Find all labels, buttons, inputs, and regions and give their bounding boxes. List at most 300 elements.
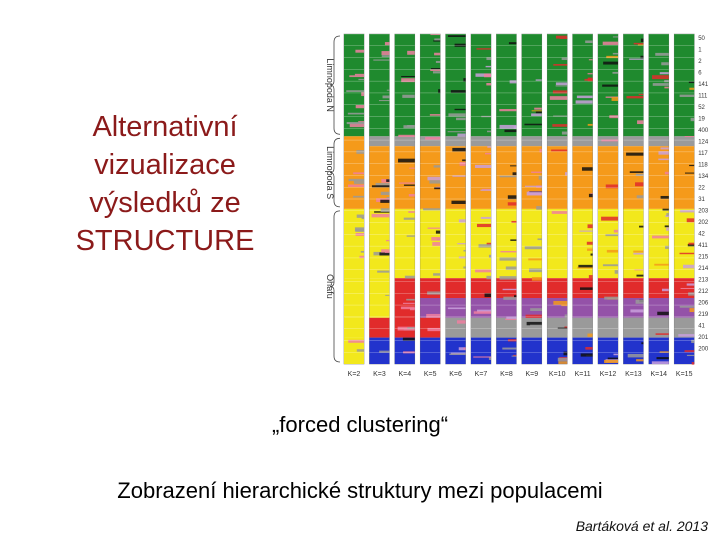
k-label: K=9 [525,371,539,378]
admixture-streak [355,50,364,53]
cluster-band [446,146,466,209]
admixture-streak [580,287,593,290]
cluster-band [395,338,415,364]
admixture-streak [626,153,643,156]
admixture-streak [688,243,694,245]
admixture-streak [662,289,669,291]
admixture-streak [513,172,517,175]
admixture-streak [459,256,466,258]
admixture-streak [459,219,466,222]
admixture-streak [556,85,568,86]
cluster-band [598,146,618,209]
population-id: 22 [698,185,705,192]
admixture-streak [448,131,466,132]
admixture-streak [404,218,415,220]
admixture-streak [641,342,643,344]
k-label: K=7 [474,371,488,378]
admixture-streak [508,202,517,205]
citation: Bartáková et al. 2013 [575,518,708,534]
cluster-band [496,278,516,298]
population-id: 206 [698,300,709,307]
admixture-streak [636,275,643,277]
admixture-streak [528,258,542,260]
admixture-streak [502,348,516,350]
slide-title [40,108,290,260]
admixture-streak [480,190,491,191]
admixture-streak [403,125,414,128]
admixture-streak [665,225,669,227]
admixture-streak [630,309,643,312]
population-id: 141 [698,82,709,88]
cluster-band [395,146,415,209]
admixture-streak [653,83,669,86]
k-label: K=14 [650,371,668,378]
admixture-streak [685,136,695,137]
admixture-streak [683,197,694,200]
k-column [420,34,440,364]
admixture-streak [510,80,517,83]
admixture-streak [434,165,441,167]
admixture-streak [604,297,618,300]
admixture-streak [601,140,618,142]
population-id: 214 [698,266,709,272]
admixture-streak [451,201,465,204]
admixture-streak [652,236,669,239]
admixture-streak [585,347,592,350]
cluster-band [649,136,669,146]
admixture-streak [613,280,618,281]
admixture-streak [348,185,364,187]
admixture-streak [386,179,389,182]
admixture-streak [532,277,542,281]
cluster-band [471,338,491,364]
hierarchy-caption: Zobrazení hierarchické struktury mezi populacemi [117,478,603,503]
admixture-streak [630,171,644,173]
cluster-band [420,278,440,298]
admixture-streak [635,182,643,186]
cluster-band [471,298,491,318]
admixture-streak [527,192,542,196]
admixture-streak [689,88,694,90]
admixture-streak [681,288,695,289]
admixture-streak [639,94,644,95]
cluster-band [573,298,593,318]
admixture-streak [636,300,644,304]
cluster-band [649,146,669,209]
admixture-streak [426,314,440,318]
admixture-streak [499,109,516,111]
admixture-streak [425,137,440,140]
admixture-streak [386,240,389,241]
admixture-streak [687,218,694,222]
admixture-streak [407,51,415,55]
admixture-streak [356,105,364,108]
admixture-streak [457,133,465,136]
cluster-band [496,136,516,146]
k-column [522,34,542,364]
admixture-streak [503,289,517,290]
k-column [623,34,643,364]
admixture-streak [680,253,695,254]
cluster-band [547,34,567,136]
admixture-streak [353,196,364,198]
admixture-streak [588,78,593,82]
cluster-band [547,278,567,298]
admixture-streak [349,75,364,77]
admixture-streak [485,293,491,297]
admixture-streak [412,143,414,146]
admixture-streak [689,165,694,166]
admixture-streak [481,217,491,219]
admixture-streak [353,172,364,174]
title-line-1: Alternativní [92,111,238,143]
admixture-streak [428,228,441,229]
population-id: 2 [698,59,702,65]
group-label: Limnopoda S [325,146,335,200]
admixture-streak [403,303,415,304]
cluster-band [674,136,694,146]
k-column [395,34,415,364]
admixture-streak [500,176,517,178]
admixture-streak [487,146,491,148]
admixture-streak [602,85,618,87]
admixture-streak [660,72,669,74]
admixture-streak [613,36,618,37]
admixture-streak [381,208,390,212]
admixture-streak [479,244,491,247]
population-id: 42 [698,231,705,238]
admixture-streak [683,265,694,269]
admixture-streak [534,108,542,110]
admixture-streak [638,143,643,145]
cluster-band [547,209,567,278]
admixture-streak [665,172,669,175]
admixture-streak [613,53,618,55]
admixture-streak [429,180,440,183]
admixture-streak [430,69,440,71]
admixture-streak [407,235,415,236]
cluster-band [573,136,593,146]
admixture-streak [687,355,694,356]
cluster-band [395,136,415,146]
admixture-streak [380,200,389,203]
admixture-streak [430,114,440,116]
population-id: 6 [698,70,702,77]
admixture-streak [638,44,644,45]
admixture-streak [612,97,618,101]
admixture-streak [663,209,669,211]
population-id: 219 [698,312,709,318]
admixture-streak [524,124,541,126]
k-label: K=11 [574,371,591,378]
k-label: K=12 [599,371,617,378]
admixture-streak [349,179,364,181]
admixture-streak [613,354,618,356]
admixture-streak [633,253,643,255]
cluster-band [547,146,567,209]
admixture-streak [460,162,466,166]
admixture-streak [409,168,415,169]
admixture-streak [504,130,516,132]
admixture-streak [474,311,491,314]
admixture-streak [449,353,465,355]
admixture-streak [588,124,593,126]
admixture-streak [652,361,669,364]
population-id: 1 [698,47,702,54]
cluster-band [623,278,643,298]
admixture-streak [561,305,567,306]
cluster-band [496,34,516,136]
cluster-band [496,338,516,364]
cluster-band [344,278,364,298]
admixture-streak [436,61,440,63]
admixture-streak [686,322,695,325]
admixture-streak [536,79,542,80]
cluster-band [573,338,593,364]
k-column [649,34,669,364]
admixture-streak [402,95,415,98]
admixture-streak [606,56,618,58]
admixture-streak [552,211,567,214]
admixture-streak [553,334,567,336]
admixture-streak [398,135,415,137]
admixture-streak [666,213,668,216]
cluster-band [344,209,364,278]
admixture-streak [486,66,491,67]
k-label: K=2 [347,371,361,378]
admixture-streak [463,266,465,268]
admixture-streak [589,275,593,278]
admixture-streak [382,55,390,57]
population-id-labels [698,36,709,353]
admixture-streak [587,242,593,245]
admixture-streak [654,264,669,266]
admixture-streak [404,185,415,186]
admixture-streak [401,78,415,82]
admixture-streak [666,227,669,230]
admixture-streak [514,295,516,297]
population-id: 202 [698,220,709,226]
k-label: K=13 [625,371,642,378]
admixture-streak [452,176,465,177]
cluster-band [522,338,542,364]
admixture-streak [633,251,643,253]
admixture-streak [603,42,618,45]
cluster-band [573,34,593,136]
title-line-4: STRUCTURE [75,225,255,257]
admixture-streak [526,315,542,318]
admixture-streak [589,59,593,60]
admixture-streak [689,82,694,83]
k-label: K=3 [373,371,386,378]
admixture-streak [639,226,643,228]
admixture-streak [477,224,491,227]
cluster-band [649,338,669,364]
cluster-band [369,209,389,278]
admixture-streak [685,173,694,174]
admixture-streak [510,165,516,166]
k-column [547,34,567,364]
k-columns [344,34,694,365]
admixture-streak [656,333,669,335]
admixture-streak [399,182,415,183]
population-id: 134 [698,174,709,180]
k-column [446,34,466,364]
admixture-streak [385,251,389,253]
admixture-streak [486,276,491,279]
cluster-band [623,209,643,278]
admixture-streak [637,195,644,198]
admixture-streak [427,328,440,331]
admixture-streak [457,320,466,323]
admixture-streak [525,246,542,249]
admixture-streak [579,231,592,232]
admixture-streak [641,39,643,42]
admixture-streak [664,87,668,89]
admixture-streak [409,194,415,197]
admixture-streak [385,42,389,45]
admixture-streak [591,254,593,256]
admixture-streak [637,120,643,124]
cluster-band [369,298,389,318]
admixture-streak [531,172,542,173]
admixture-streak [434,187,440,189]
admixture-streak [589,325,593,327]
cluster-band [446,136,466,146]
admixture-streak [481,142,491,145]
admixture-streak [685,350,695,352]
admixture-streak [678,334,694,337]
admixture-streak [348,113,364,115]
admixture-streak [510,239,516,241]
admixture-streak [423,208,440,210]
cluster-band [547,136,567,146]
admixture-streak [565,172,567,175]
cluster-band [547,298,567,318]
admixture-streak [383,95,390,98]
structure-barplot-figure [310,28,710,380]
admixture-streak [558,358,567,362]
admixture-streak [634,43,644,45]
population-id: 212 [698,289,709,295]
admixture-streak [657,312,669,315]
cluster-band [496,298,516,318]
population-id: 201 [698,335,709,341]
admixture-streak [509,42,517,44]
admixture-streak [576,100,593,103]
cluster-band [522,278,542,298]
population-id: 52 [698,105,705,111]
admixture-streak [358,79,364,80]
population-id: 111 [698,93,708,100]
population-id: 200 [698,346,709,353]
group-labels [325,58,335,298]
k-label: K=6 [449,371,462,378]
admixture-streak [552,124,567,127]
population-id: 50 [698,36,705,42]
admixture-streak [373,59,389,60]
admixture-streak [691,118,695,121]
admixture-streak [687,283,695,285]
population-id: 31 [698,197,705,203]
admixture-streak [538,238,542,240]
admixture-streak [691,192,694,196]
cluster-band [496,146,516,209]
admixture-streak [452,148,465,151]
admixture-streak [462,159,465,161]
cluster-band [369,318,389,338]
k-column [598,34,618,364]
admixture-streak [680,210,694,213]
cluster-band [344,34,364,136]
admixture-streak [506,266,517,269]
admixture-streak [525,186,542,187]
admixture-streak [438,89,440,93]
admixture-streak [464,347,466,349]
admixture-streak [448,113,465,116]
cluster-band [471,318,491,338]
cluster-band [496,318,516,338]
admixture-streak [688,292,694,295]
cluster-band [623,318,643,338]
admixture-streak [455,44,466,47]
admixture-streak [486,83,491,85]
admixture-streak [588,199,592,201]
admixture-streak [658,159,668,161]
admixture-streak [536,206,542,210]
admixture-streak [347,122,364,124]
cluster-band [420,318,440,338]
admixture-streak [379,351,389,353]
cluster-band [420,34,440,136]
k-column [573,34,593,364]
admixture-streak [531,113,542,116]
admixture-streak [427,177,440,181]
admixture-streak [550,96,567,100]
admixture-streak [607,250,618,253]
admixture-streak [512,356,517,357]
admixture-streak [448,35,466,37]
admixture-streak [556,82,567,85]
k-column [471,34,491,364]
admixture-streak [473,356,491,357]
admixture-streak [487,131,491,133]
admixture-streak [588,73,593,74]
cluster-band [522,136,542,146]
cluster-band [674,298,694,318]
cluster-band [649,209,669,278]
title-line-3: výsledků ze [89,187,241,219]
k-label: K=4 [398,371,412,378]
k-label: K=5 [423,371,437,378]
cluster-band [598,298,618,318]
admixture-streak [585,40,592,43]
admixture-streak [604,360,618,363]
admixture-streak [581,353,593,356]
admixture-streak [401,76,415,77]
admixture-streak [655,53,669,56]
cluster-band [598,278,618,298]
admixture-streak [680,306,694,308]
k-labels [348,371,693,378]
admixture-streak [640,56,643,59]
admixture-streak [636,359,643,361]
cluster-band [598,318,618,338]
admixture-streak [432,242,440,246]
cluster-band [420,338,440,364]
admixture-streak [601,217,618,221]
title-line-2: vizualizace [94,149,236,181]
